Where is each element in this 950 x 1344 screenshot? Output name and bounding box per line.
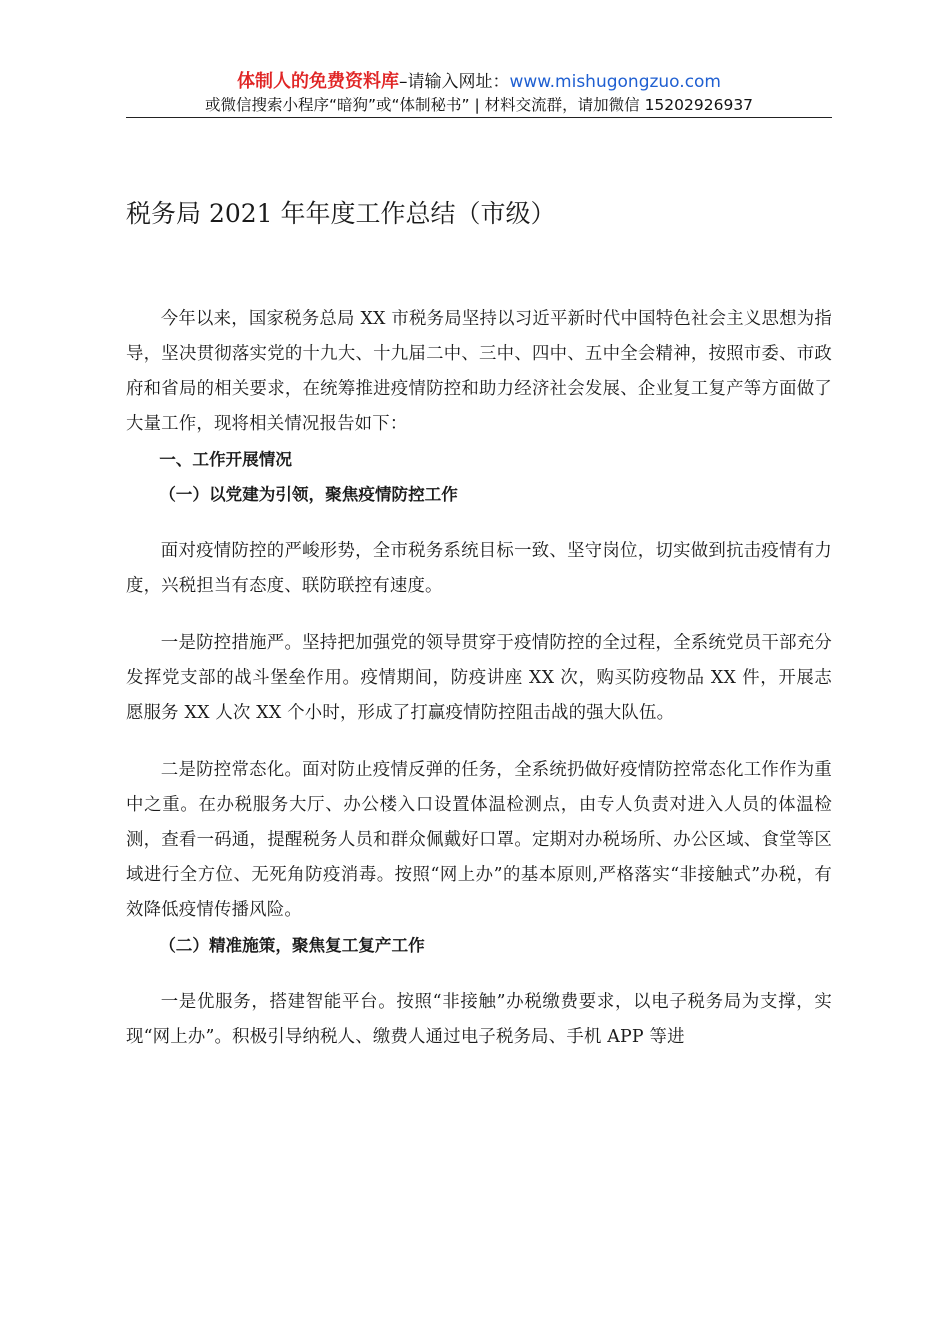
header-contact-line: 或微信搜索小程序“暗狗”或“体制秘书” | 材料交流群，请加微信 15202926937 (204, 96, 754, 114)
page-header (126, 70, 832, 116)
subsection-heading-epidemic: （一）以党建为引领，聚焦疫情防控工作 (159, 485, 458, 504)
header-brand: 体制人的免费资料库 (236, 71, 399, 92)
header-promo-line (126, 70, 832, 94)
header-divider (126, 117, 832, 118)
header-url-prompt: –请输入网址： (398, 72, 510, 92)
document-title: 税务局 2021 年年度工作总结（市级） (126, 199, 556, 228)
subsection-heading-resumption: （二）精准施策，聚焦复工复产工作 (159, 936, 425, 955)
epidemic-paragraph-3: 二是防控常态化。面对防止疫情反弹的任务，全系统扔做好疫情防控常态化工作作为重中之重。在办税服务大厅、办公楼入口设置体温检测点，由专人负责对进入人员的体温检测，查看一码通，提醒税务人员和群众佩戴好口罩。定期对办税场所、办公区域、食堂等区域进行全方位、无死角防疫消毒。按照“网上办”的基本原则,严格落实“非接触式”办税，有效降低疫情传播风险。 (126, 760, 832, 920)
resumption-paragraph-1: 一是优服务，搭建智能平台。按照“非接触”办税缴费要求，以电子税务局为支撑，实现“网上办”。积极引导纳税人、缴费人通过电子税务局、手机 APP 等进 (126, 992, 832, 1047)
epidemic-paragraph-2: 一是防控措施严。坚持把加强党的领导贯穿于疫情防控的全过程，全系统党员干部充分发挥党支部的战斗堡垒作用。疫情期间，防疫讲座 XX 次，购买防疫物品 XX 件，开展志愿服务 XX 人次 XX 个小时，形成了打赢疫情防控阻击战的强大队伍。 (126, 633, 832, 723)
epidemic-paragraph-1: 面对疫情防控的严峻形势，全市税务系统目标一致、坚守岗位，切实做到抗击疫情有力度，兴税担当有态度、联防联控有速度。 (126, 541, 832, 596)
section-heading-work: 一、工作开展情况 (159, 450, 292, 469)
intro-paragraph: 今年以来，国家税务总局 XX 市税务局坚持以习近平新时代中国特色社会主义思想为指导，坚决贯彻落实党的十九大、十九届二中、三中、四中、五中全会精神，按照市委、市政府和省局的相关要求，在统筹推进疫情防控和助力经济社会发展、企业复工复产等方面做了大量工作，现将相关情况报告如下： (126, 309, 832, 434)
header-website-link[interactable]: www.mishugongzuo.com (509, 72, 721, 92)
document-body (126, 302, 832, 1055)
